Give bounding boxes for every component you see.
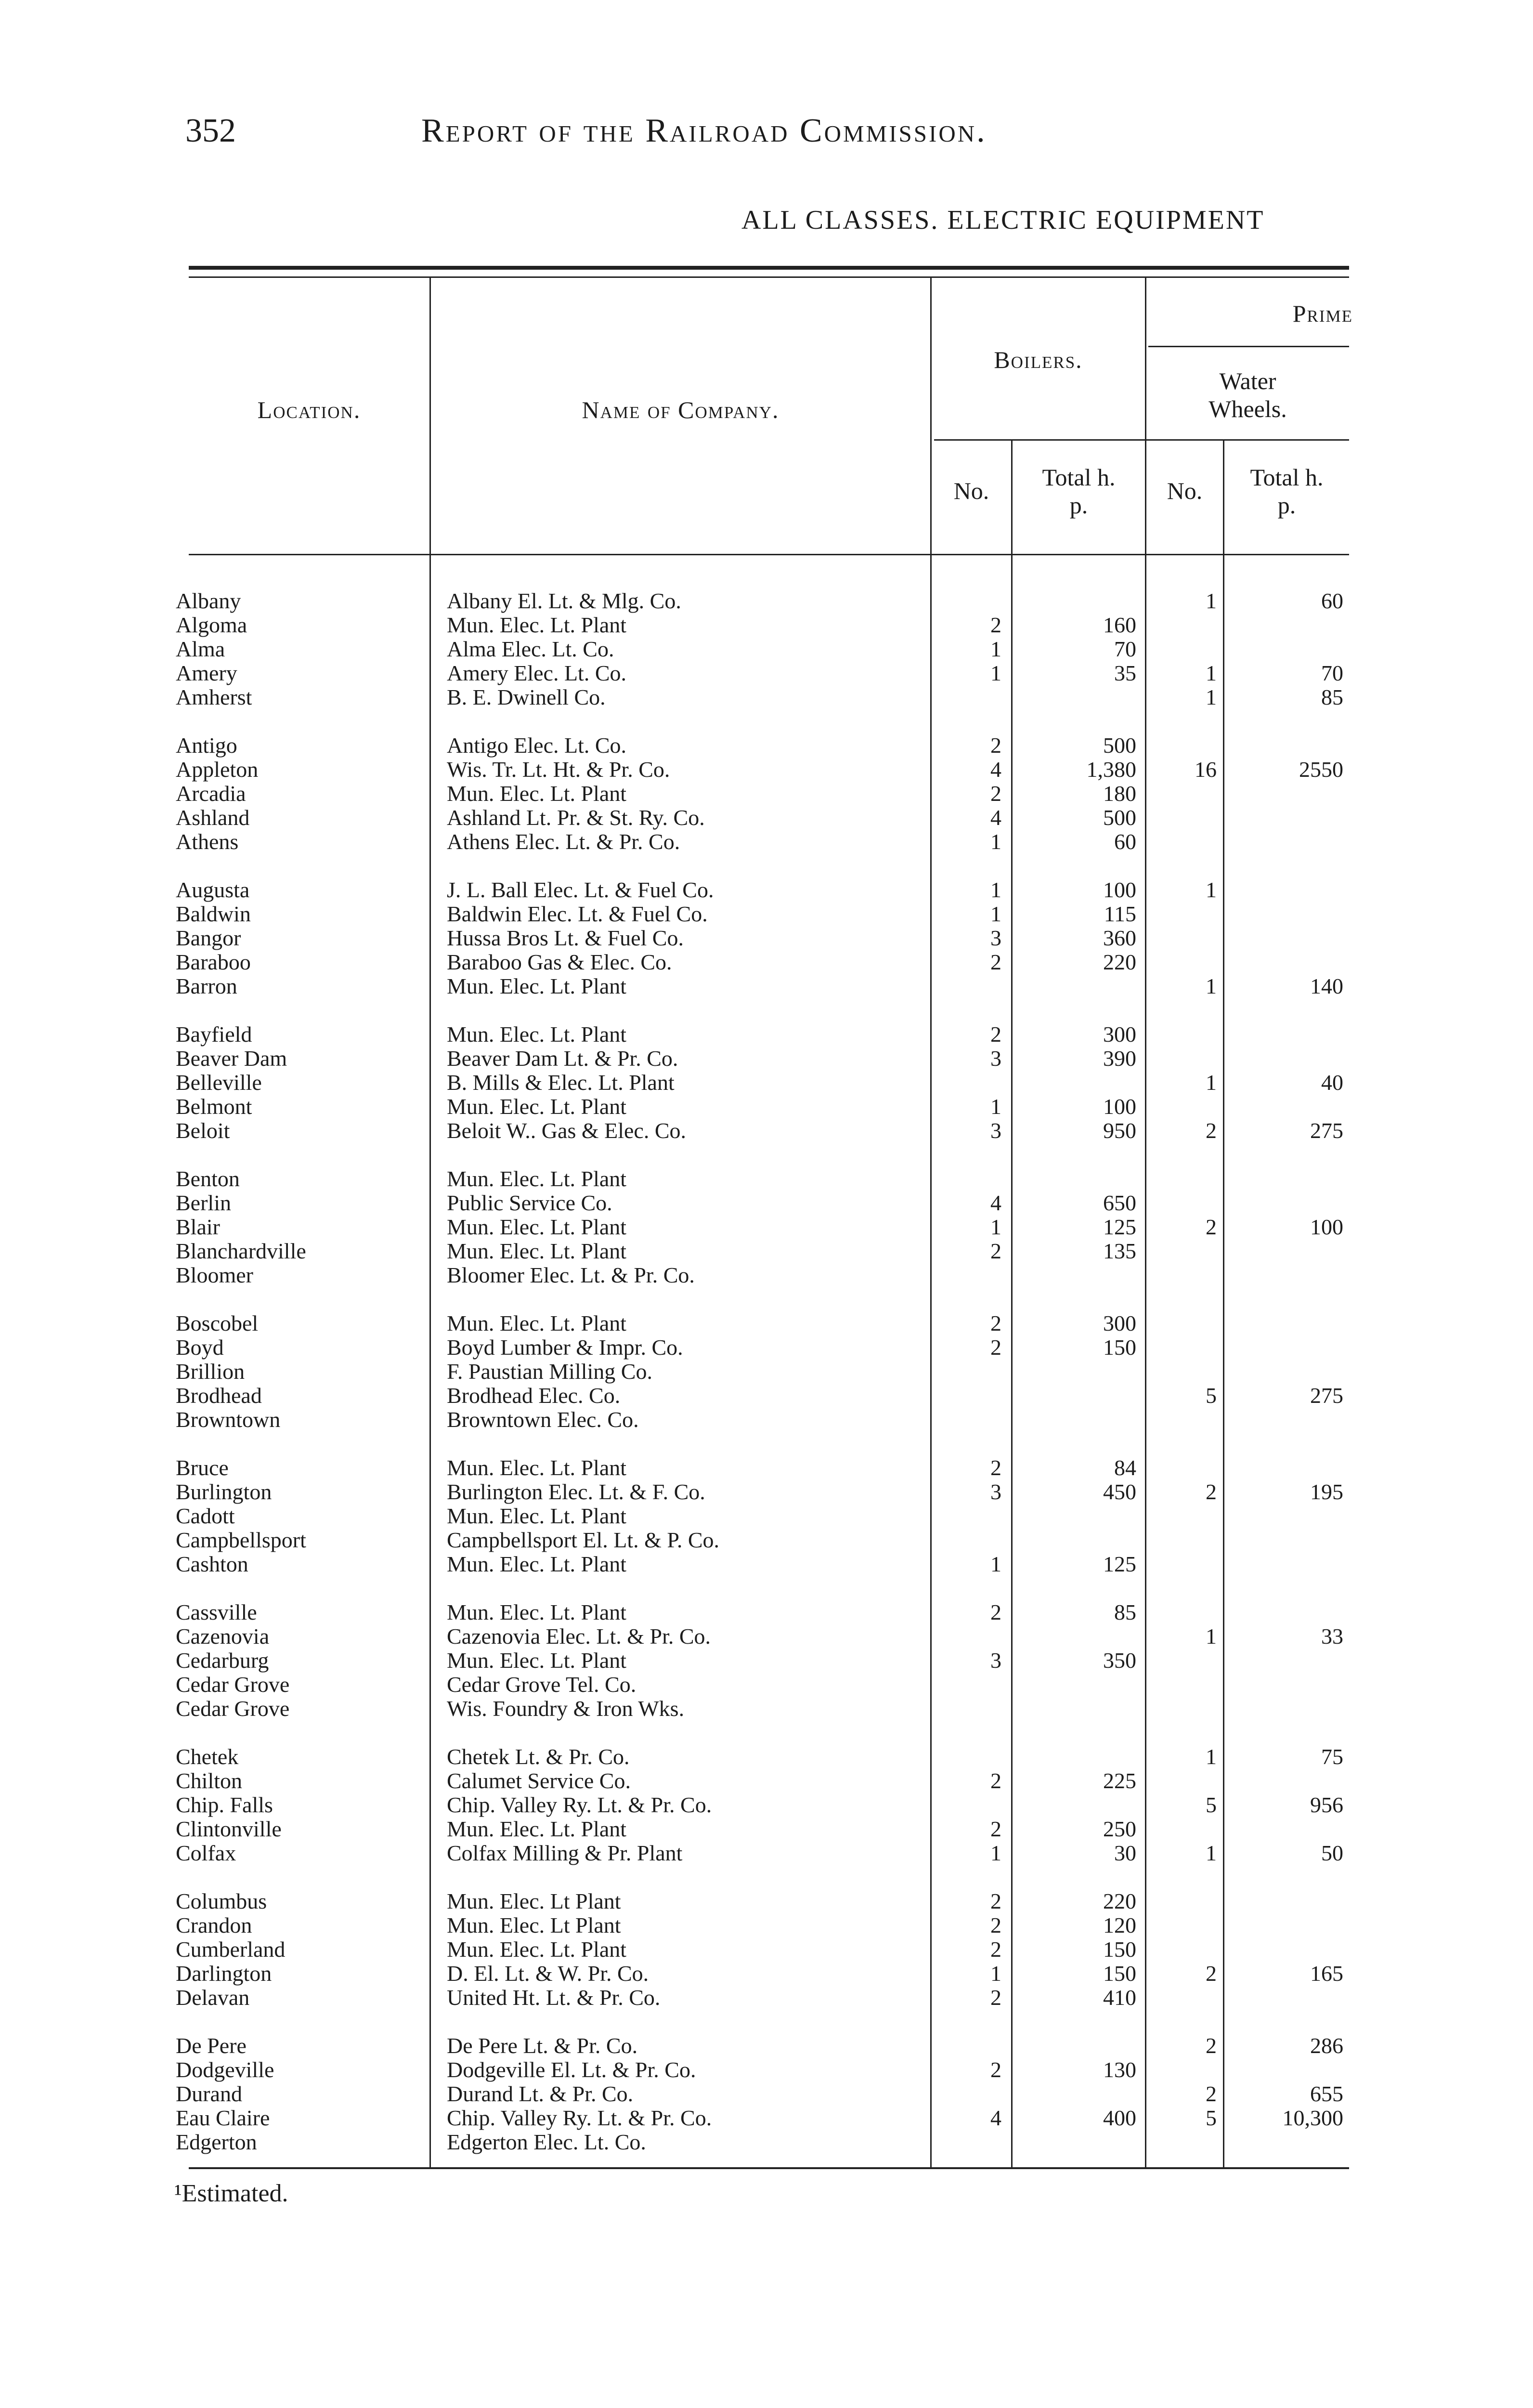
cell-wno: 1: [1206, 685, 1217, 709]
table-row: [0, 733, 1533, 758]
cell-comp: Mun. Elec. Lt. Plant: [447, 1600, 627, 1624]
header-water-wheels-text: Water Wheels.: [1208, 367, 1287, 422]
table-row: [0, 613, 1533, 637]
cell-bno: 2: [990, 1600, 1001, 1624]
cell-wno: 1: [1206, 1624, 1217, 1649]
cell-loc: Cadott: [176, 1504, 235, 1528]
cell-bno: 3: [990, 926, 1001, 950]
cell-bhp: 125: [1103, 1552, 1136, 1576]
cell-loc: Blanchardville: [176, 1239, 306, 1263]
table-row: [0, 1697, 1533, 1721]
table-row: [0, 1408, 1533, 1432]
cell-comp: Mun. Elec. Lt. Plant: [447, 1504, 627, 1528]
table-row: [0, 902, 1533, 926]
cell-loc: Delavan: [176, 1986, 250, 2010]
table-row: [0, 1913, 1533, 1937]
cell-loc: Blair: [176, 1215, 220, 1239]
cell-bhp: 400: [1103, 2106, 1136, 2130]
cell-bno: 4: [990, 806, 1001, 830]
table-row: [0, 1624, 1533, 1649]
cell-comp: J. L. Ball Elec. Lt. & Fuel Co.: [447, 878, 714, 902]
table-row: [0, 1528, 1533, 1552]
cell-loc: Amery: [176, 661, 237, 685]
cell-wno: 1: [1206, 661, 1217, 685]
cell-loc: Chip. Falls: [176, 1793, 273, 1817]
cell-comp: Hussa Bros Lt. & Fuel Co.: [447, 926, 684, 950]
cell-wno: 2: [1206, 1215, 1217, 1239]
cell-loc: Bangor: [176, 926, 241, 950]
cell-bno: 1: [990, 878, 1001, 902]
cell-bno: 2: [990, 1937, 1001, 1962]
cell-whp: 40: [1321, 1071, 1343, 1095]
cell-comp: Mun. Elec. Lt. Plant: [447, 974, 627, 998]
cell-bno: 2: [990, 1022, 1001, 1047]
cell-whp: 2550: [1299, 758, 1343, 782]
cell-wno: 5: [1206, 1384, 1217, 1408]
cell-whp: 100: [1310, 1215, 1343, 1239]
cell-comp: Cedar Grove Tel. Co.: [447, 1673, 637, 1697]
table-row: [0, 1817, 1533, 1841]
cell-whp: 50: [1321, 1841, 1343, 1865]
cell-loc: Bruce: [176, 1456, 229, 1480]
cell-bno: 1: [990, 902, 1001, 926]
cell-comp: Mun. Elec. Lt. Plant: [447, 1456, 627, 1480]
cell-bno: 1: [990, 830, 1001, 854]
cell-whp: 75: [1321, 1745, 1343, 1769]
table-row: [0, 1239, 1533, 1263]
table-row: [0, 830, 1533, 854]
cell-loc: Bayfield: [176, 1022, 252, 1047]
cell-bhp: 70: [1114, 637, 1136, 661]
cell-whp: 85: [1321, 685, 1343, 709]
cell-comp: Campbellsport El. Lt. & P. Co.: [447, 1528, 720, 1552]
cell-loc: Cumberland: [176, 1937, 286, 1962]
cell-bno: 4: [990, 2106, 1001, 2130]
cell-comp: Dodgeville El. Lt. & Pr. Co.: [447, 2058, 696, 2082]
table-row: [0, 685, 1533, 709]
cell-bno: 3: [990, 1047, 1001, 1071]
cell-bno: 1: [990, 1552, 1001, 1576]
table-row: [0, 1937, 1533, 1962]
table-row: [0, 2058, 1533, 2082]
cell-comp: Athens Elec. Lt. & Pr. Co.: [447, 830, 680, 854]
cell-comp: De Pere Lt. & Pr. Co.: [447, 2034, 638, 2058]
cell-bhp: 220: [1103, 1889, 1136, 1913]
cell-whp: 140: [1310, 974, 1343, 998]
table-subheading: ALL CLASSES. ELECTRIC EQUIPMENT: [741, 205, 1265, 235]
cell-whp: 956: [1310, 1793, 1343, 1817]
cell-loc: Boscobel: [176, 1311, 259, 1335]
table-row: [0, 974, 1533, 998]
cell-comp: Beaver Dam Lt. & Pr. Co.: [447, 1047, 678, 1071]
cell-comp: Browntown Elec. Co.: [447, 1408, 639, 1432]
cell-bhp: 85: [1114, 1600, 1136, 1624]
cell-bno: 2: [990, 1913, 1001, 1937]
cell-bhp: 500: [1103, 733, 1136, 758]
cell-loc: Belmont: [176, 1095, 252, 1119]
cell-comp: Public Service Co.: [447, 1191, 612, 1215]
cell-comp: Chip. Valley Ry. Lt. & Pr. Co.: [447, 1793, 712, 1817]
table-row: [0, 1456, 1533, 1480]
cell-loc: Belleville: [176, 1071, 262, 1095]
cell-wno: 2: [1206, 2082, 1217, 2106]
cell-whp: 165: [1310, 1962, 1343, 1986]
table-row: [0, 1360, 1533, 1384]
cell-loc: Campbellsport: [176, 1528, 306, 1552]
cell-bhp: 60: [1114, 830, 1136, 854]
cell-whp: 275: [1310, 1384, 1343, 1408]
cell-comp: Boyd Lumber & Impr. Co.: [447, 1335, 683, 1360]
table-row: [0, 1504, 1533, 1528]
table-row: [0, 1649, 1533, 1673]
header-wheel-total-hp-text: Total h. p.: [1250, 464, 1324, 519]
cell-bno: 4: [990, 1191, 1001, 1215]
cell-loc: Durand: [176, 2082, 242, 2106]
table-row: [0, 1263, 1533, 1287]
cell-bhp: 120: [1103, 1913, 1136, 1937]
cell-wno: 1: [1206, 1745, 1217, 1769]
cell-loc: Eau Claire: [176, 2106, 270, 2130]
cell-loc: Cedarburg: [176, 1649, 269, 1673]
cell-loc: Cashton: [176, 1552, 248, 1576]
table-row: [0, 1191, 1533, 1215]
cell-comp: Mun. Elec. Lt. Plant: [447, 1311, 627, 1335]
cell-wno: 2: [1206, 2034, 1217, 2058]
header-company: Name of Company.: [582, 396, 779, 423]
cell-bno: 3: [990, 1649, 1001, 1673]
cell-comp: Mun. Elec. Lt Plant: [447, 1889, 621, 1913]
table-row: [0, 1047, 1533, 1071]
cell-bhp: 450: [1103, 1480, 1136, 1504]
table-row: [0, 1335, 1533, 1360]
cell-comp: Mun. Elec. Lt. Plant: [447, 782, 627, 806]
cell-comp: Mun. Elec. Lt. Plant: [447, 1649, 627, 1673]
cell-bno: 1: [990, 637, 1001, 661]
cell-bhp: 150: [1103, 1335, 1136, 1360]
cell-comp: Edgerton Elec. Lt. Co.: [447, 2130, 646, 2154]
cell-bno: 1: [990, 1962, 1001, 1986]
cell-wno: 5: [1206, 2106, 1217, 2130]
cell-loc: Arcadia: [176, 782, 246, 806]
cell-comp: B. E. Dwinell Co.: [447, 685, 606, 709]
cell-loc: Alma: [176, 637, 225, 661]
cell-loc: Baldwin: [176, 902, 251, 926]
table-row: [0, 758, 1533, 782]
cell-comp: Mun. Elec. Lt. Plant: [447, 1167, 627, 1191]
cell-bhp: 180: [1103, 782, 1136, 806]
cell-whp: 195: [1310, 1480, 1343, 1504]
cell-comp: Antigo Elec. Lt. Co.: [447, 733, 627, 758]
cell-comp: Mun. Elec. Lt. Plant: [447, 1095, 627, 1119]
cell-bno: 4: [990, 758, 1001, 782]
cell-comp: F. Paustian Milling Co.: [447, 1360, 652, 1384]
table-row: [0, 1600, 1533, 1624]
cell-comp: Baldwin Elec. Lt. & Fuel Co.: [447, 902, 708, 926]
cell-bno: 2: [990, 1986, 1001, 2010]
cell-loc: Burlington: [176, 1480, 272, 1504]
cell-bno: 3: [990, 1480, 1001, 1504]
cell-comp: Amery Elec. Lt. Co.: [447, 661, 627, 685]
cell-bno: 2: [990, 1335, 1001, 1360]
cell-loc: Albany: [176, 589, 241, 613]
cell-bhp: 150: [1103, 1937, 1136, 1962]
cell-wno: 1: [1206, 1841, 1217, 1865]
cell-loc: Athens: [176, 830, 239, 854]
cell-bhp: 125: [1103, 1215, 1136, 1239]
cell-comp: Ashland Lt. Pr. & St. Ry. Co.: [447, 806, 705, 830]
table-row: [0, 1552, 1533, 1576]
cell-comp: Durand Lt. & Pr. Co.: [447, 2082, 634, 2106]
table-row: [0, 1167, 1533, 1191]
cell-bhp: 500: [1103, 806, 1136, 830]
cell-bhp: 100: [1103, 1095, 1136, 1119]
cell-comp: United Ht. Lt. & Pr. Co.: [447, 1986, 661, 2010]
cell-loc: Ashland: [176, 806, 250, 830]
cell-whp: 70: [1321, 661, 1343, 685]
cell-comp: Burlington Elec. Lt. & F. Co.: [447, 1480, 705, 1504]
cell-bhp: 115: [1104, 902, 1136, 926]
cell-wno: 1: [1206, 1071, 1217, 1095]
cell-comp: Alma Elec. Lt. Co.: [447, 637, 614, 661]
cell-wno: 16: [1195, 758, 1217, 782]
cell-bno: 2: [990, 613, 1001, 637]
cell-comp: Mun. Elec. Lt. Plant: [447, 1022, 627, 1047]
cell-bhp: 950: [1103, 1119, 1136, 1143]
cell-loc: Edgerton: [176, 2130, 257, 2154]
table-row: [0, 806, 1533, 830]
cell-bno: 1: [990, 1215, 1001, 1239]
cell-wno: 2: [1206, 1480, 1217, 1504]
cell-loc: Chilton: [176, 1769, 243, 1793]
cell-bhp: 220: [1103, 950, 1136, 974]
cell-loc: Boyd: [176, 1335, 224, 1360]
cell-bno: 2: [990, 782, 1001, 806]
table-row: [0, 782, 1533, 806]
page-number: 352: [185, 112, 236, 149]
cell-comp: Mun. Elec. Lt. Plant: [447, 1552, 627, 1576]
cell-bno: 2: [990, 1889, 1001, 1913]
cell-loc: Cazenovia: [176, 1624, 270, 1649]
table-row: [0, 2106, 1533, 2130]
table-row: [0, 1215, 1533, 1239]
cell-loc: Brodhead: [176, 1384, 262, 1408]
table-row: [0, 1889, 1533, 1913]
cell-comp: Mun. Elec. Lt. Plant: [447, 1937, 627, 1962]
cell-bno: 2: [990, 1817, 1001, 1841]
table-row: [0, 1384, 1533, 1408]
cell-loc: Colfax: [176, 1841, 236, 1865]
cell-comp: Colfax Milling & Pr. Plant: [447, 1841, 683, 1865]
cell-bhp: 150: [1103, 1962, 1136, 1986]
cell-bhp: 1,380: [1086, 758, 1136, 782]
cell-bno: 2: [990, 1769, 1001, 1793]
cell-bhp: 390: [1103, 1047, 1136, 1071]
cell-wno: 1: [1206, 878, 1217, 902]
cell-wno: 1: [1206, 589, 1217, 613]
cell-loc: De Pere: [176, 2034, 247, 2058]
cell-comp: Mun. Elec. Lt. Plant: [447, 613, 627, 637]
cell-comp: Wis. Tr. Lt. Ht. & Pr. Co.: [447, 758, 670, 782]
table-row: [0, 1311, 1533, 1335]
cell-loc: Appleton: [176, 758, 259, 782]
cell-loc: Augusta: [176, 878, 250, 902]
cell-bhp: 360: [1103, 926, 1136, 950]
cell-comp: Albany El. Lt. & Mlg. Co.: [447, 589, 681, 613]
cell-comp: Bloomer Elec. Lt. & Pr. Co.: [447, 1263, 695, 1287]
running-head: Report of the Railroad Commission.: [421, 112, 987, 149]
table-row: [0, 1962, 1533, 1986]
cell-loc: Baraboo: [176, 950, 251, 974]
cell-bhp: 410: [1103, 1986, 1136, 2010]
table-row: [0, 661, 1533, 685]
cell-comp: D. El. Lt. & W. Pr. Co.: [447, 1962, 649, 1986]
table-row: [0, 950, 1533, 974]
cell-bhp: 135: [1103, 1239, 1136, 1263]
cell-comp: Mun. Elec. Lt. Plant: [447, 1239, 627, 1263]
cell-bhp: 300: [1103, 1022, 1136, 1047]
cell-bhp: 84: [1114, 1456, 1136, 1480]
cell-loc: Cassville: [176, 1600, 257, 1624]
cell-loc: Crandon: [176, 1913, 252, 1937]
cell-loc: Bloomer: [176, 1263, 253, 1287]
cell-comp: Brodhead Elec. Co.: [447, 1384, 621, 1408]
header-location: Location.: [257, 396, 361, 423]
header-boilers: Boilers.: [994, 346, 1083, 373]
cell-comp: Chip. Valley Ry. Lt. & Pr. Co.: [447, 2106, 712, 2130]
cell-loc: Amherst: [176, 685, 252, 709]
cell-bhp: 100: [1103, 878, 1136, 902]
cell-loc: Berlin: [176, 1191, 231, 1215]
cell-comp: Cazenovia Elec. Lt. & Pr. Co.: [447, 1624, 711, 1649]
cell-loc: Algoma: [176, 613, 247, 637]
cell-wno: 1: [1206, 974, 1217, 998]
table-row: [0, 2034, 1533, 2058]
cell-bhp: 300: [1103, 1311, 1136, 1335]
cell-loc: Dodgeville: [176, 2058, 274, 2082]
cell-loc: Benton: [176, 1167, 240, 1191]
table-row: [0, 2130, 1533, 2154]
footnote: ¹Estimated.: [174, 2180, 288, 2207]
cell-bno: 1: [990, 1841, 1001, 1865]
table-row: [0, 1793, 1533, 1817]
table-row: [0, 1841, 1533, 1865]
cell-whp: 60: [1321, 589, 1343, 613]
header-prime: Prime: [1292, 300, 1353, 327]
cell-bno: 1: [990, 661, 1001, 685]
cell-bno: 2: [990, 950, 1001, 974]
cell-loc: Cedar Grove: [176, 1697, 290, 1721]
cell-comp: Mun. Elec. Lt Plant: [447, 1913, 621, 1937]
cell-loc: Chetek: [176, 1745, 239, 1769]
cell-bno: 3: [990, 1119, 1001, 1143]
cell-bhp: 650: [1103, 1191, 1136, 1215]
cell-bno: 2: [990, 2058, 1001, 2082]
cell-whp: 286: [1310, 2034, 1343, 2058]
cell-comp: Mun. Elec. Lt. Plant: [447, 1215, 627, 1239]
cell-loc: Darlington: [176, 1962, 272, 1986]
table-row: [0, 1071, 1533, 1095]
table-row: [0, 1673, 1533, 1697]
cell-loc: Barron: [176, 974, 237, 998]
cell-bhp: 250: [1103, 1817, 1136, 1841]
cell-bno: 2: [990, 1239, 1001, 1263]
cell-bno: 2: [990, 1456, 1001, 1480]
cell-bhp: 130: [1103, 2058, 1136, 2082]
cell-comp: B. Mills & Elec. Lt. Plant: [447, 1071, 675, 1095]
cell-loc: Brillion: [176, 1360, 245, 1384]
cell-bno: 2: [990, 733, 1001, 758]
cell-wno: 5: [1206, 1793, 1217, 1817]
table-row: [0, 1095, 1533, 1119]
cell-comp: Chetek Lt. & Pr. Co.: [447, 1745, 630, 1769]
cell-wno: 2: [1206, 1119, 1217, 1143]
cell-whp: 275: [1310, 1119, 1343, 1143]
cell-loc: Antigo: [176, 733, 237, 758]
header-wheel-no: No.: [1167, 477, 1203, 504]
cell-bhp: 350: [1103, 1649, 1136, 1673]
table-row: [0, 1745, 1533, 1769]
cell-comp: Beloit W.. Gas & Elec. Co.: [447, 1119, 687, 1143]
table-row: [0, 637, 1533, 661]
table-row: [0, 1480, 1533, 1504]
cell-bno: 2: [990, 1311, 1001, 1335]
table-row: [0, 1769, 1533, 1793]
cell-bhp: 30: [1114, 1841, 1136, 1865]
header-boiler-total-hp-text: Total h. p.: [1042, 464, 1116, 519]
cell-comp: Mun. Elec. Lt. Plant: [447, 1817, 627, 1841]
cell-loc: Browntown: [176, 1408, 281, 1432]
table-row: [0, 1119, 1533, 1143]
table-row: [0, 2082, 1533, 2106]
header-boiler-no: No.: [953, 477, 989, 504]
cell-comp: Wis. Foundry & Iron Wks.: [447, 1697, 685, 1721]
cell-whp: 655: [1310, 2082, 1343, 2106]
cell-comp: Baraboo Gas & Elec. Co.: [447, 950, 672, 974]
cell-wno: 2: [1206, 1962, 1217, 1986]
table-row: [0, 589, 1533, 613]
cell-comp: Calumet Service Co.: [447, 1769, 631, 1793]
table-row: [0, 1022, 1533, 1047]
cell-loc: Beaver Dam: [176, 1047, 287, 1071]
cell-whp: 33: [1321, 1624, 1343, 1649]
cell-loc: Beloit: [176, 1119, 230, 1143]
cell-bhp: 35: [1114, 661, 1136, 685]
table-row: [0, 1986, 1533, 2010]
table-row: [0, 926, 1533, 950]
cell-loc: Columbus: [176, 1889, 267, 1913]
cell-loc: Clintonville: [176, 1817, 282, 1841]
cell-bhp: 160: [1103, 613, 1136, 637]
cell-whp: 10,300: [1282, 2106, 1343, 2130]
cell-bno: 1: [990, 1095, 1001, 1119]
cell-loc: Cedar Grove: [176, 1673, 290, 1697]
cell-bhp: 225: [1103, 1769, 1136, 1793]
table-row: [0, 878, 1533, 902]
